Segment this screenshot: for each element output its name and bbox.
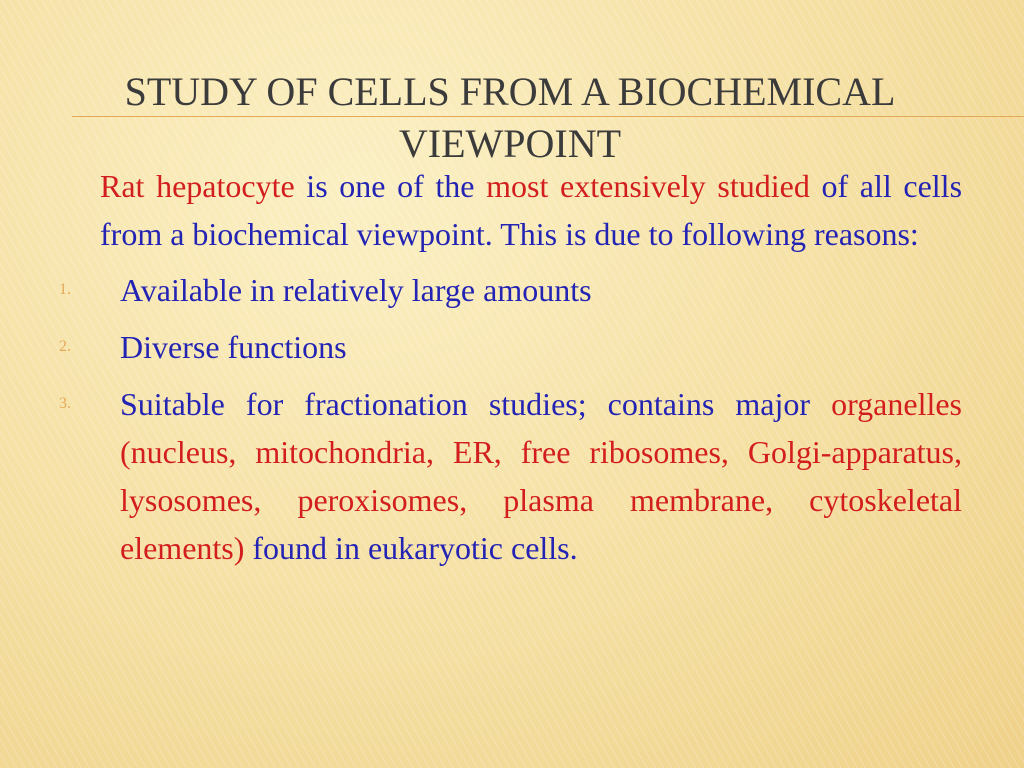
reasons-list: [59, 266, 962, 572]
title-divider: [72, 116, 1024, 117]
list-item-text-end: found in eukaryotic cells.: [244, 530, 578, 566]
organelles-list: organelles (nucleus, mitochondria, ER, free ribosomes, Golgi-apparatus, lysosomes, peroxisomes, plasma membrane, cytoskeletal elements): [120, 386, 962, 566]
list-item-text: Available in relatively large amounts: [120, 272, 592, 308]
intro-text-1: is one of the: [294, 168, 487, 204]
list-item: [59, 266, 962, 314]
list-number: 2.: [59, 338, 71, 355]
intro-highlight-phrase: most extensively studied: [486, 168, 810, 204]
list-item: [59, 380, 962, 572]
slide-title: STUDY OF CELLS FROM A BIOCHEMICAL VIEWPOINT: [124, 69, 896, 166]
intro-text-2: of all cells from a biochemical viewpoint. This is due to following reasons:: [100, 168, 963, 252]
list-item: [59, 323, 962, 371]
list-item-text: Suitable for fractionation studies; contains major: [120, 386, 832, 422]
list-number: 1.: [59, 281, 71, 298]
list-number: 3.: [59, 395, 71, 412]
intro-paragraph: [100, 162, 962, 258]
intro-highlight-subject: Rat hepatocyte: [100, 168, 295, 204]
list-item-text: Diverse functions: [120, 329, 347, 365]
slide-body: [59, 162, 963, 581]
